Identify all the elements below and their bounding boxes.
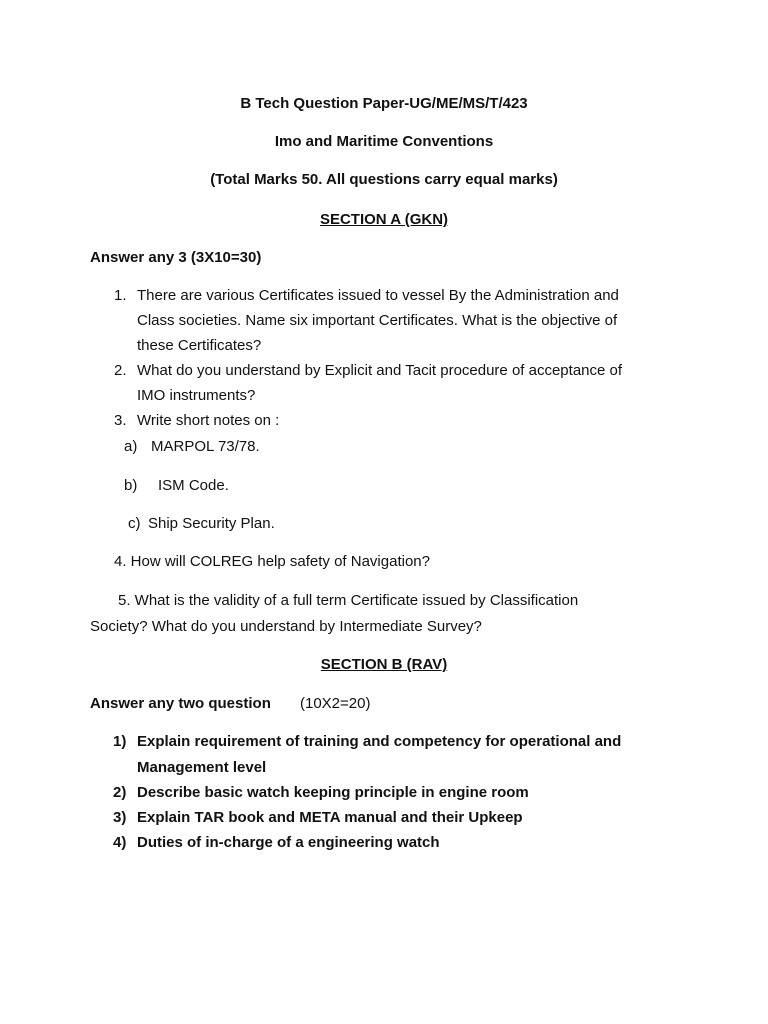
sub-item-label: b)	[124, 477, 138, 494]
sub-item-label: a)	[124, 438, 138, 455]
question-line: IMO instruments?	[137, 387, 256, 404]
sub-item-text: ISM Code.	[158, 477, 229, 494]
question-line: these Certificates?	[137, 337, 262, 354]
question-line: 5. What is the validity of a full term Certificate issued by Classification	[118, 592, 579, 609]
question-number: 1.	[114, 287, 127, 304]
paper-title: B Tech Question Paper-UG/ME/MS/T/423	[240, 95, 528, 112]
sub-item-text: Ship Security Plan.	[148, 515, 275, 532]
question-line: There are various Certificates issued to vessel By the Administration and	[137, 287, 619, 304]
question-line: What do you understand by Explicit and Tacit procedure of acceptance of	[137, 362, 623, 379]
question-line: Duties of in-charge of a engineering watch	[137, 834, 440, 851]
question-number: 4)	[113, 834, 127, 851]
marks-note: (Total Marks 50. All questions carry equal marks)	[210, 171, 558, 188]
question-number: 3)	[113, 809, 127, 826]
section-b-heading: SECTION B (RAV)	[320, 656, 448, 673]
question-line: Explain TAR book and META manual and their Upkeep	[137, 809, 523, 826]
section-a-heading: SECTION A (GKN)	[319, 211, 449, 228]
question-line: Explain requirement of training and competency for operational and	[137, 733, 622, 750]
question-number: 3.	[114, 412, 127, 429]
section-b-marks: (10X2=20)	[300, 695, 371, 712]
section-a-question-4: 4. How will COLREG help safety of Navigation?	[114, 553, 430, 570]
question-line: Management level	[137, 759, 267, 776]
question-number: 2.	[114, 362, 127, 379]
section-a-instruction: Answer any 3 (3X10=30)	[90, 249, 262, 266]
question-number: 2)	[113, 784, 127, 801]
question-number: 1)	[113, 733, 127, 750]
question-line: Describe basic watch keeping principle in engine room	[137, 784, 529, 801]
sub-item-label: c)	[128, 515, 141, 532]
section-b-instruction: Answer any two question	[90, 695, 271, 712]
sub-item-text: MARPOL 73/78.	[151, 438, 260, 455]
question-line: Class societies. Name six important Certificates. What is the objective of	[137, 312, 618, 329]
subject-title: Imo and Maritime Conventions	[274, 133, 494, 150]
question-line: Society? What do you understand by Intermediate Survey?	[90, 618, 482, 635]
question-line: Write short notes on :	[137, 412, 280, 429]
